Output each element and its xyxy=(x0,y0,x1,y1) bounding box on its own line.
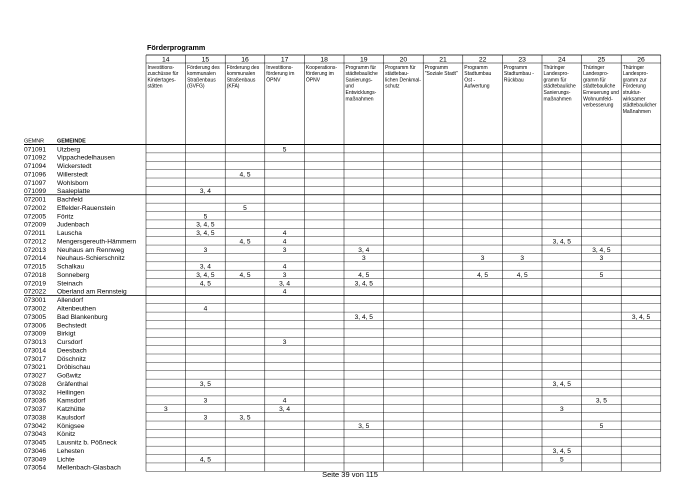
row-gemnr: 073001 xyxy=(24,297,47,305)
row-gemeinde: Neuhaus-Schierschnitz xyxy=(57,255,125,263)
cell-value: 4, 5 xyxy=(239,171,251,179)
row-gemnr: 072001 xyxy=(24,196,47,204)
row-gemnr: 072005 xyxy=(24,213,47,221)
program-description: Aufwertung xyxy=(464,83,490,90)
cell-value: 3, 4, 5 xyxy=(631,313,651,321)
program-description: Stadtumbau xyxy=(464,71,492,78)
cell-value: 5 xyxy=(599,271,604,279)
page-number: Seite 39 von 115 xyxy=(322,470,378,479)
program-description: Rückbau xyxy=(503,77,524,84)
program-description: Programm xyxy=(424,64,449,71)
row-gemeinde: Judenbach xyxy=(57,221,90,229)
program-number: 23 xyxy=(518,56,526,64)
row-gemnr: 073006 xyxy=(24,322,47,330)
cell-value: 5 xyxy=(203,213,208,221)
cell-value: 3, 4 xyxy=(358,246,370,254)
cell-value: 3 xyxy=(361,255,366,263)
row-gemnr: 072018 xyxy=(24,271,47,279)
row-gemeinde: Bechstedt xyxy=(57,322,87,330)
row-gemnr: 071096 xyxy=(24,171,47,179)
program-description: Investitions- xyxy=(266,64,293,71)
program-description: städtebau- xyxy=(385,71,409,78)
cell-value: 3 xyxy=(559,406,564,414)
row-gemnr: 073013 xyxy=(24,339,47,347)
cell-value: 5 xyxy=(243,204,247,212)
row-gemeinde: Lehesten xyxy=(57,447,85,455)
program-number: 20 xyxy=(399,56,408,64)
program-description: Sanierungs- xyxy=(543,90,571,96)
program-description: Maßnahmen xyxy=(622,108,651,115)
row-gemeinde: Dröbischau xyxy=(57,364,91,372)
program-description: Straßenbaus xyxy=(226,77,256,84)
cell-value: 3, 4 xyxy=(279,406,291,414)
program-description: förderung im xyxy=(266,71,295,78)
program-description: zuschüsse für xyxy=(147,71,179,78)
row-gemeinde: Lauscha xyxy=(57,230,82,238)
row-gemeinde: Mellenbach-Glasbach xyxy=(57,464,121,472)
program-description: gramm zur xyxy=(622,77,647,84)
row-gemeinde: Königsee xyxy=(57,422,85,430)
cell-value: 4, 5 xyxy=(239,238,251,246)
row-gemeinde: Willerstedt xyxy=(57,171,88,179)
program-number: 22 xyxy=(478,56,487,64)
cell-value: 3 xyxy=(282,246,287,254)
program-description: gramm für xyxy=(543,77,567,84)
cell-value: 5 xyxy=(282,146,287,154)
program-description: städtebauliche xyxy=(583,83,616,90)
cell-value: 3 xyxy=(163,406,168,414)
row-gemnr: 073036 xyxy=(24,397,47,405)
gemeinde-header: GEMEINDE xyxy=(57,138,86,145)
program-description: gramm für xyxy=(583,77,606,84)
program-description: Thüringer xyxy=(543,64,565,71)
program-description: städtebauliche xyxy=(345,71,378,78)
program-description: städtebaulicher xyxy=(622,102,657,109)
row-gemnr: 073005 xyxy=(24,313,47,321)
row-gemeinde: Schalkau xyxy=(57,263,85,271)
cell-value: 3 xyxy=(599,255,604,263)
program-description: städtebauliche xyxy=(543,83,576,90)
program-description: Landespro- xyxy=(583,71,609,78)
row-gemnr: 072009 xyxy=(24,221,47,229)
program-number: 16 xyxy=(241,56,249,64)
program-number: 24 xyxy=(558,56,566,64)
cell-value: 3, 5 xyxy=(239,414,251,422)
cell-value: 3, 4, 5 xyxy=(552,447,571,455)
program-description: Sanierungs- xyxy=(345,77,373,84)
cell-value: 4, 5 xyxy=(199,456,211,464)
cell-value: 4 xyxy=(282,397,287,405)
row-gemeinde: Kaulsdorf xyxy=(57,414,85,422)
row-gemeinde: Birkigt xyxy=(57,330,76,338)
cell-value: 3 xyxy=(282,271,287,279)
row-gemnr: 073014 xyxy=(24,347,47,355)
program-description: Stadtumbau - xyxy=(503,71,534,78)
cell-value: 3, 5 xyxy=(595,397,607,405)
program-description: (KFA) xyxy=(226,83,240,90)
cell-value: 3, 4, 5 xyxy=(552,238,571,246)
cell-value: 3 xyxy=(480,255,485,263)
program-description: Programm xyxy=(503,64,528,71)
program-description: Förderung des xyxy=(187,64,220,71)
row-gemnr: 071097 xyxy=(24,179,47,187)
cell-value: 4 xyxy=(282,230,287,238)
row-gemeinde: Bad Blankenburg xyxy=(57,313,108,321)
cell-value: 3, 4 xyxy=(199,188,211,196)
row-gemnr: 071091 xyxy=(24,146,47,154)
program-number: 15 xyxy=(201,56,210,64)
program-description: Programm für xyxy=(385,64,416,71)
row-gemnr: 073042 xyxy=(24,422,47,430)
program-description: Straßenbaus xyxy=(187,77,216,84)
cell-value: 3 xyxy=(203,397,208,405)
program-description: kommunalen xyxy=(187,71,216,78)
program-number: 19 xyxy=(360,56,368,64)
gemnr-header: GEMNR xyxy=(24,138,45,145)
row-gemeinde: Vippachedelhausen xyxy=(57,154,115,162)
program-description: Förderung des xyxy=(226,64,260,71)
row-gemeinde: Katzhütte xyxy=(57,406,85,414)
row-gemnr: 072012 xyxy=(24,238,47,246)
row-gemnr: 073037 xyxy=(24,406,47,414)
program-description: Ost - xyxy=(464,77,476,84)
program-description: kommunalen xyxy=(226,71,256,78)
program-description: ÖPNV xyxy=(305,77,321,84)
row-gemnr: 071099 xyxy=(24,188,47,196)
program-description: Kindertages- xyxy=(147,77,176,84)
cell-value: 4 xyxy=(282,238,287,246)
cell-value: 3 xyxy=(203,246,208,254)
program-number: 25 xyxy=(597,56,606,64)
row-gemeinde: Altenbeuthen xyxy=(57,305,96,313)
row-gemnr: 073032 xyxy=(24,389,47,397)
program-description: Entwicklungs- xyxy=(345,90,377,96)
row-gemeinde: Bachfeld xyxy=(57,196,83,204)
cell-value: 5 xyxy=(559,456,564,464)
row-gemeinde: Wickerstedt xyxy=(57,163,92,171)
cell-value: 3, 4, 5 xyxy=(552,380,571,388)
row-gemeinde: Heilingen xyxy=(57,389,85,397)
row-gemnr: 073021 xyxy=(24,364,47,372)
row-gemnr: 073043 xyxy=(24,431,47,439)
row-gemnr: 072011 xyxy=(24,230,46,238)
row-gemnr: 072022 xyxy=(24,288,47,296)
row-gemeinde: Döschnitz xyxy=(57,355,86,363)
cell-value: 3 xyxy=(520,255,525,263)
program-description: schutz xyxy=(385,83,400,90)
program-description: struktur- xyxy=(622,90,642,96)
program-description: lichen Denkmal- xyxy=(385,77,421,84)
cell-value: 4, 5 xyxy=(516,271,528,279)
row-gemeinde: Deesbach xyxy=(57,347,87,355)
row-gemnr: 073045 xyxy=(24,439,47,447)
program-number: 17 xyxy=(280,56,289,64)
row-gemnr: 073028 xyxy=(24,380,47,388)
row-gemeinde: Kamsdorf xyxy=(57,397,86,405)
program-description: Förderung xyxy=(622,83,646,90)
row-gemnr: 073009 xyxy=(24,330,47,338)
cell-value: 3, 4 xyxy=(279,280,291,288)
row-gemeinde: Gräfenthal xyxy=(57,380,88,388)
cell-value: 5 xyxy=(599,422,604,430)
program-description: wirksamer xyxy=(622,96,646,103)
row-gemeinde: Sonneberg xyxy=(57,271,90,279)
cell-value: 3, 4 xyxy=(199,263,211,271)
cell-value: 3, 4, 5 xyxy=(196,221,215,229)
row-gemnr: 072002 xyxy=(24,204,47,212)
row-gemnr: 073002 xyxy=(24,305,47,313)
row-gemeinde: Föritz xyxy=(57,213,74,221)
program-description: "Soziale Stadt" xyxy=(424,71,458,78)
program-description: Programm xyxy=(464,64,488,71)
cell-value: 3, 4, 5 xyxy=(196,271,215,279)
row-gemeinde: Lichte xyxy=(57,456,75,464)
cell-value: 3, 5 xyxy=(358,422,370,430)
program-number: 14 xyxy=(162,56,170,64)
row-gemeinde: Goßwitz xyxy=(57,372,82,380)
program-number: 26 xyxy=(637,56,645,64)
row-gemeinde: Mengersgereuth-Hämmern xyxy=(57,238,137,246)
row-gemeinde: Steinach xyxy=(57,280,83,288)
row-gemnr: 073054 xyxy=(24,464,47,472)
row-gemeinde: Oberland am Rennsteig xyxy=(57,288,127,296)
program-description: Investitions- xyxy=(147,64,175,71)
section-title: Förderprogramm xyxy=(147,43,206,52)
row-gemnr: 071092 xyxy=(24,154,47,162)
cell-value: 3, 4, 5 xyxy=(354,280,373,288)
cell-value: 3, 4, 5 xyxy=(354,313,373,321)
cell-value: 3 xyxy=(203,414,208,422)
row-gemnr: 071094 xyxy=(24,163,47,171)
program-description: stätten xyxy=(147,83,163,90)
program-description: Programm für xyxy=(345,64,377,71)
cell-value: 3, 4, 5 xyxy=(592,246,611,254)
row-gemnr: 072019 xyxy=(24,280,47,288)
program-description: Landespro- xyxy=(622,71,648,78)
row-gemnr: 073049 xyxy=(24,456,47,464)
program-description: Erneuerung und xyxy=(583,90,619,96)
row-gemeinde: Saaleplatte xyxy=(57,188,90,196)
cell-value: 4 xyxy=(282,288,287,296)
row-gemnr: 073038 xyxy=(24,414,47,422)
row-gemeinde: Utzberg xyxy=(57,146,81,154)
program-description: (GVFG) xyxy=(187,83,205,90)
program-description: Landespro- xyxy=(543,71,569,78)
cell-value: 3 xyxy=(282,339,287,347)
program-number: 18 xyxy=(320,56,328,64)
cell-value: 4, 5 xyxy=(239,271,251,279)
row-gemeinde: Lausnitz b. Pößneck xyxy=(57,439,117,447)
row-gemnr: 072014 xyxy=(24,255,47,263)
cell-value: 3, 5 xyxy=(199,380,211,388)
row-gemeinde: Könitz xyxy=(57,431,76,439)
cell-value: 4, 5 xyxy=(358,271,370,279)
row-gemnr: 073017 xyxy=(24,355,47,363)
cell-value: 4 xyxy=(282,263,287,271)
program-description: verbesserung xyxy=(583,102,614,109)
program-description: maßnahmen xyxy=(345,96,374,103)
program-description: Wohnumfeld- xyxy=(583,96,613,103)
program-description: Thüringer xyxy=(622,64,645,71)
row-gemeinde: Cursdorf xyxy=(57,339,83,347)
program-description: und xyxy=(345,83,354,90)
program-number: 21 xyxy=(439,56,447,64)
cell-value: 3, 4, 5 xyxy=(196,230,215,238)
cell-value: 4, 5 xyxy=(477,271,489,279)
program-description: ÖPNV xyxy=(266,77,281,84)
program-description: Kooperations- xyxy=(305,64,338,71)
row-gemeinde: Neuhaus am Rennweg xyxy=(57,246,125,254)
row-gemeinde: Wohlsborn xyxy=(57,179,89,187)
row-gemeinde: Effelder-Rauenstein xyxy=(57,204,116,212)
row-gemeinde: Allendorf xyxy=(57,297,84,305)
program-description: Thüringer xyxy=(583,64,605,71)
cell-value: 4 xyxy=(203,305,208,313)
program-description: maßnahmen xyxy=(543,96,572,103)
cell-value: 4, 5 xyxy=(199,280,211,288)
row-gemnr: 072013 xyxy=(24,246,47,254)
row-gemnr: 072015 xyxy=(24,263,47,271)
row-gemnr: 073046 xyxy=(24,447,47,455)
row-gemnr: 073027 xyxy=(24,372,47,380)
program-description: förderung im xyxy=(305,71,334,78)
